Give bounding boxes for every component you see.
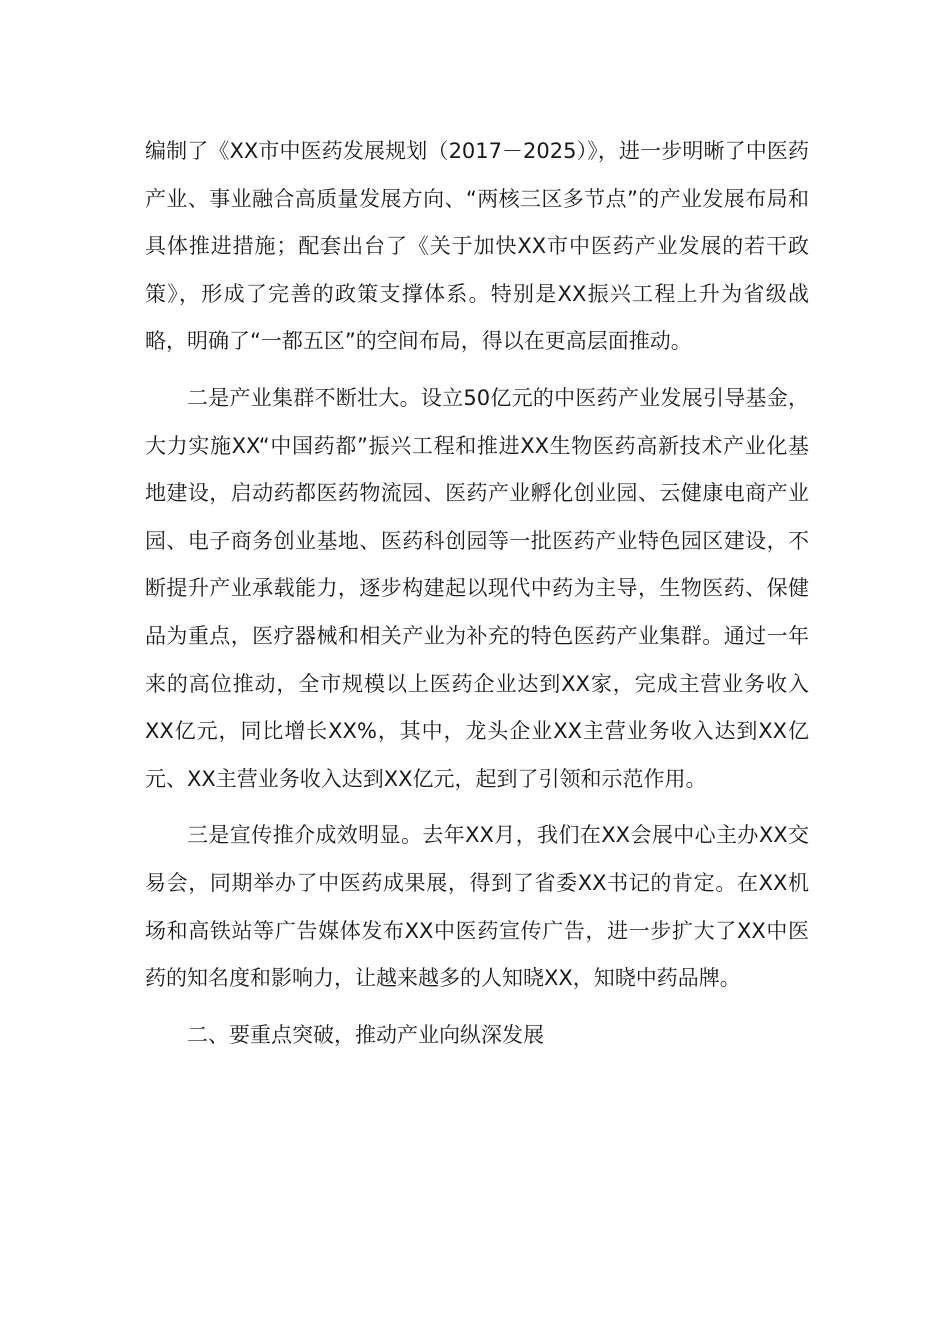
paragraph-policy-continuation: 编制了《XX市中医药发展规划（2017－2025）》，进一步明晰了中医药产业、事业融合高质量发展方向、“两核三区多节点”的产业发展布局和具体推进措施；配套出台了《关于加快XX市中医药产业发展的若干政策》，形成了完善的政策支撑体系。特别是XX振兴工程上升为省级战略，明确了“一都五区”的空间布局，得以在更高层面推动。 <box>145 139 809 354</box>
paragraph-promotion: 三是宣传推介成效明显。去年XX月，我们在XX会展中心主办XX交易会，同期举办了中医药成果展，得到了省委XX书记的肯定。在XX机场和高铁站等广告媒体发布XX中医药宣传广告，进一步扩大了XX中医药的知名度和影响力，让越来越多的人知晓XX，知晓中药品牌。 <box>145 823 809 991</box>
section-heading: 二、要重点突破，推动产业向纵深发展 <box>187 1022 544 1047</box>
paragraph-industry-cluster: 二是产业集群不断壮大。设立50亿元的中医药产业发展引导基金，大力实施XX“中国药都”振兴工程和推进XX生物医药高新技术产业化基地建设，启动药都医药物流园、医药产业孵化创业园、云健康电商产业园、电子商务创业基地、医药科创园等一批医药产业特色园区建设，不断提升产业承载能力，逐步构建起以现代中药为主导，生物医药、保健品为重点，医疗器械和相关产业为补充的特色医药产业集群。通过一年来的高位推动，全市规模以上医药企业达到XX家，完成主营业务收入XX亿元，同比增长XX%，其中，龙头企业XX主营业务收入达到XX亿元、XX主营业务收入达到XX亿元，起到了引领和示范作用。 <box>145 385 809 791</box>
document-body <box>145 128 809 1068</box>
